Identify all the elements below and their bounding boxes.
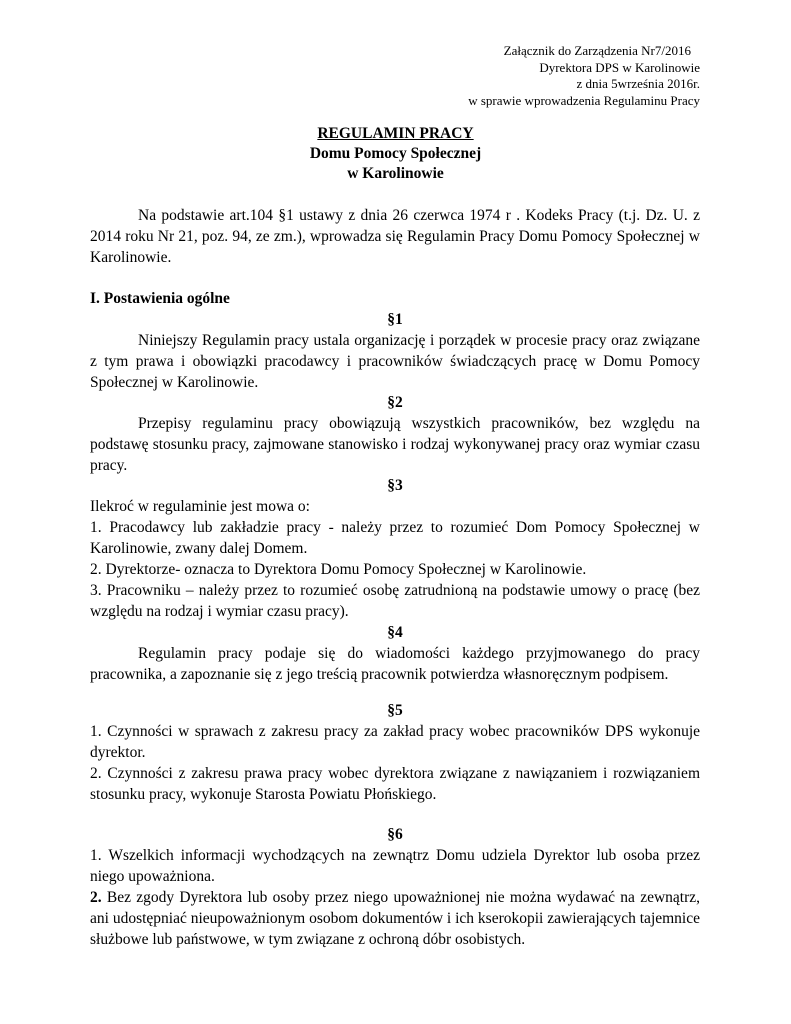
section-3-item-2: 2. Dyrektorze- oznacza to Dyrektora Domu Pomocy Społecznej w Karolinowie. bbox=[90, 561, 587, 578]
section-6-mark: §6 bbox=[387, 826, 403, 843]
section-3-item-1: 1. Pracodawcy lub zakładzie pracy - należy przez to rozumieć Dom Pomocy Społecznej w Karolinowie, zwany dalej Domem. bbox=[90, 519, 700, 557]
section-5-mark: §5 bbox=[387, 702, 403, 719]
section-1-text: Niniejszy Regulamin pracy ustala organizację i porządek w procesie pracy oraz związane z tym prawa i obowiązki pracodawcy i pracowników świadczących pracę w Domu Pomocy Społecznej w Karolinowie. bbox=[90, 332, 700, 391]
header-line-3: z dnia 5września 2016r. bbox=[576, 76, 700, 91]
section-3-lead: Ilekroć w regulaminie jest mowa o: bbox=[90, 498, 310, 515]
section-3-mark: §3 bbox=[387, 477, 403, 494]
title-line-3: w Karolinowie bbox=[347, 165, 444, 182]
section-2-mark: §2 bbox=[387, 394, 403, 411]
header-line-2: Dyrektora DPS w Karolinowie bbox=[539, 59, 700, 75]
header-line-1: Załącznik do Zarządzenia Nr7/2016 bbox=[503, 43, 691, 58]
header-line-4: w sprawie wprowadzenia Regulaminu Pracy bbox=[468, 92, 700, 108]
section-3-item-3: 3. Pracowniku – należy przez to rozumieć osobę zatrudnioną na podstawie umowy o pracę (bez względu na rodzaj i wymiar czasu pracy). bbox=[90, 582, 700, 620]
title-line-2: Domu Pomocy Społecznej bbox=[309, 145, 482, 162]
section-6-item-1: 1. Wszelkich informacji wychodzących na zewnątrz Domu udziela Dyrektor lub osoba przez niego upoważniona. bbox=[90, 847, 700, 885]
intro-paragraph: Na podstawie art.104 §1 ustawy z dnia 26 czerwca 1974 r . Kodeks Pracy (t.j. Dz. U. z 2014 roku Nr 21, poz. 94, ze zm.), wprowadza się Regulamin Pracy Domu Pomocy Społecznej w Karolinowie. bbox=[90, 207, 700, 266]
section-2-text: Przepisy regulaminu pracy obowiązują wszystkich pracowników, bez względu na podstawę stosunku pracy, zajmowane stanowisko i rodzaj wykonywanej pracy oraz wymiar czasu pracy. bbox=[90, 415, 700, 474]
section-6-item-2-text: Bez zgody Dyrektora lub osoby przez niego upoważnionej nie można wydawać na zewnątrz, ani udostępniać nieupoważnionym osobom dokumentów i ich kserokopii zawierających tajemnice służbowe lub państwowe, w tym związane z ochroną dóbr osobistych. bbox=[90, 889, 700, 948]
section-5-item-2: 2. Czynności z zakresu prawa pracy wobec dyrektora związane z nawiązaniem i rozwiązaniem stosunku pracy, wykonuje Starosta Powiatu Płońskiego. bbox=[90, 765, 700, 803]
document-title bbox=[0, 124, 791, 184]
section-4-text: Regulamin pracy podaje się do wiadomości każdego przyjmowanego do pracy pracownika, a zapoznanie się z jego treścią pracownik potwierdza własnoręcznym podpisem. bbox=[90, 645, 700, 683]
section-6-item-2-number: 2. bbox=[90, 889, 102, 906]
section-4-mark: §4 bbox=[387, 624, 403, 641]
chapter-heading: I. Postawienia ogólne bbox=[90, 290, 230, 307]
title-line-1: REGULAMIN PRACY bbox=[317, 125, 474, 142]
section-1-mark: §1 bbox=[387, 311, 403, 328]
attachment-header bbox=[468, 43, 700, 109]
section-6-item-2 bbox=[90, 887, 700, 950]
section-5-item-1: 1. Czynności w sprawach z zakresu pracy za zakład pracy wobec pracowników DPS wykonuje dyrektor. bbox=[90, 723, 700, 761]
